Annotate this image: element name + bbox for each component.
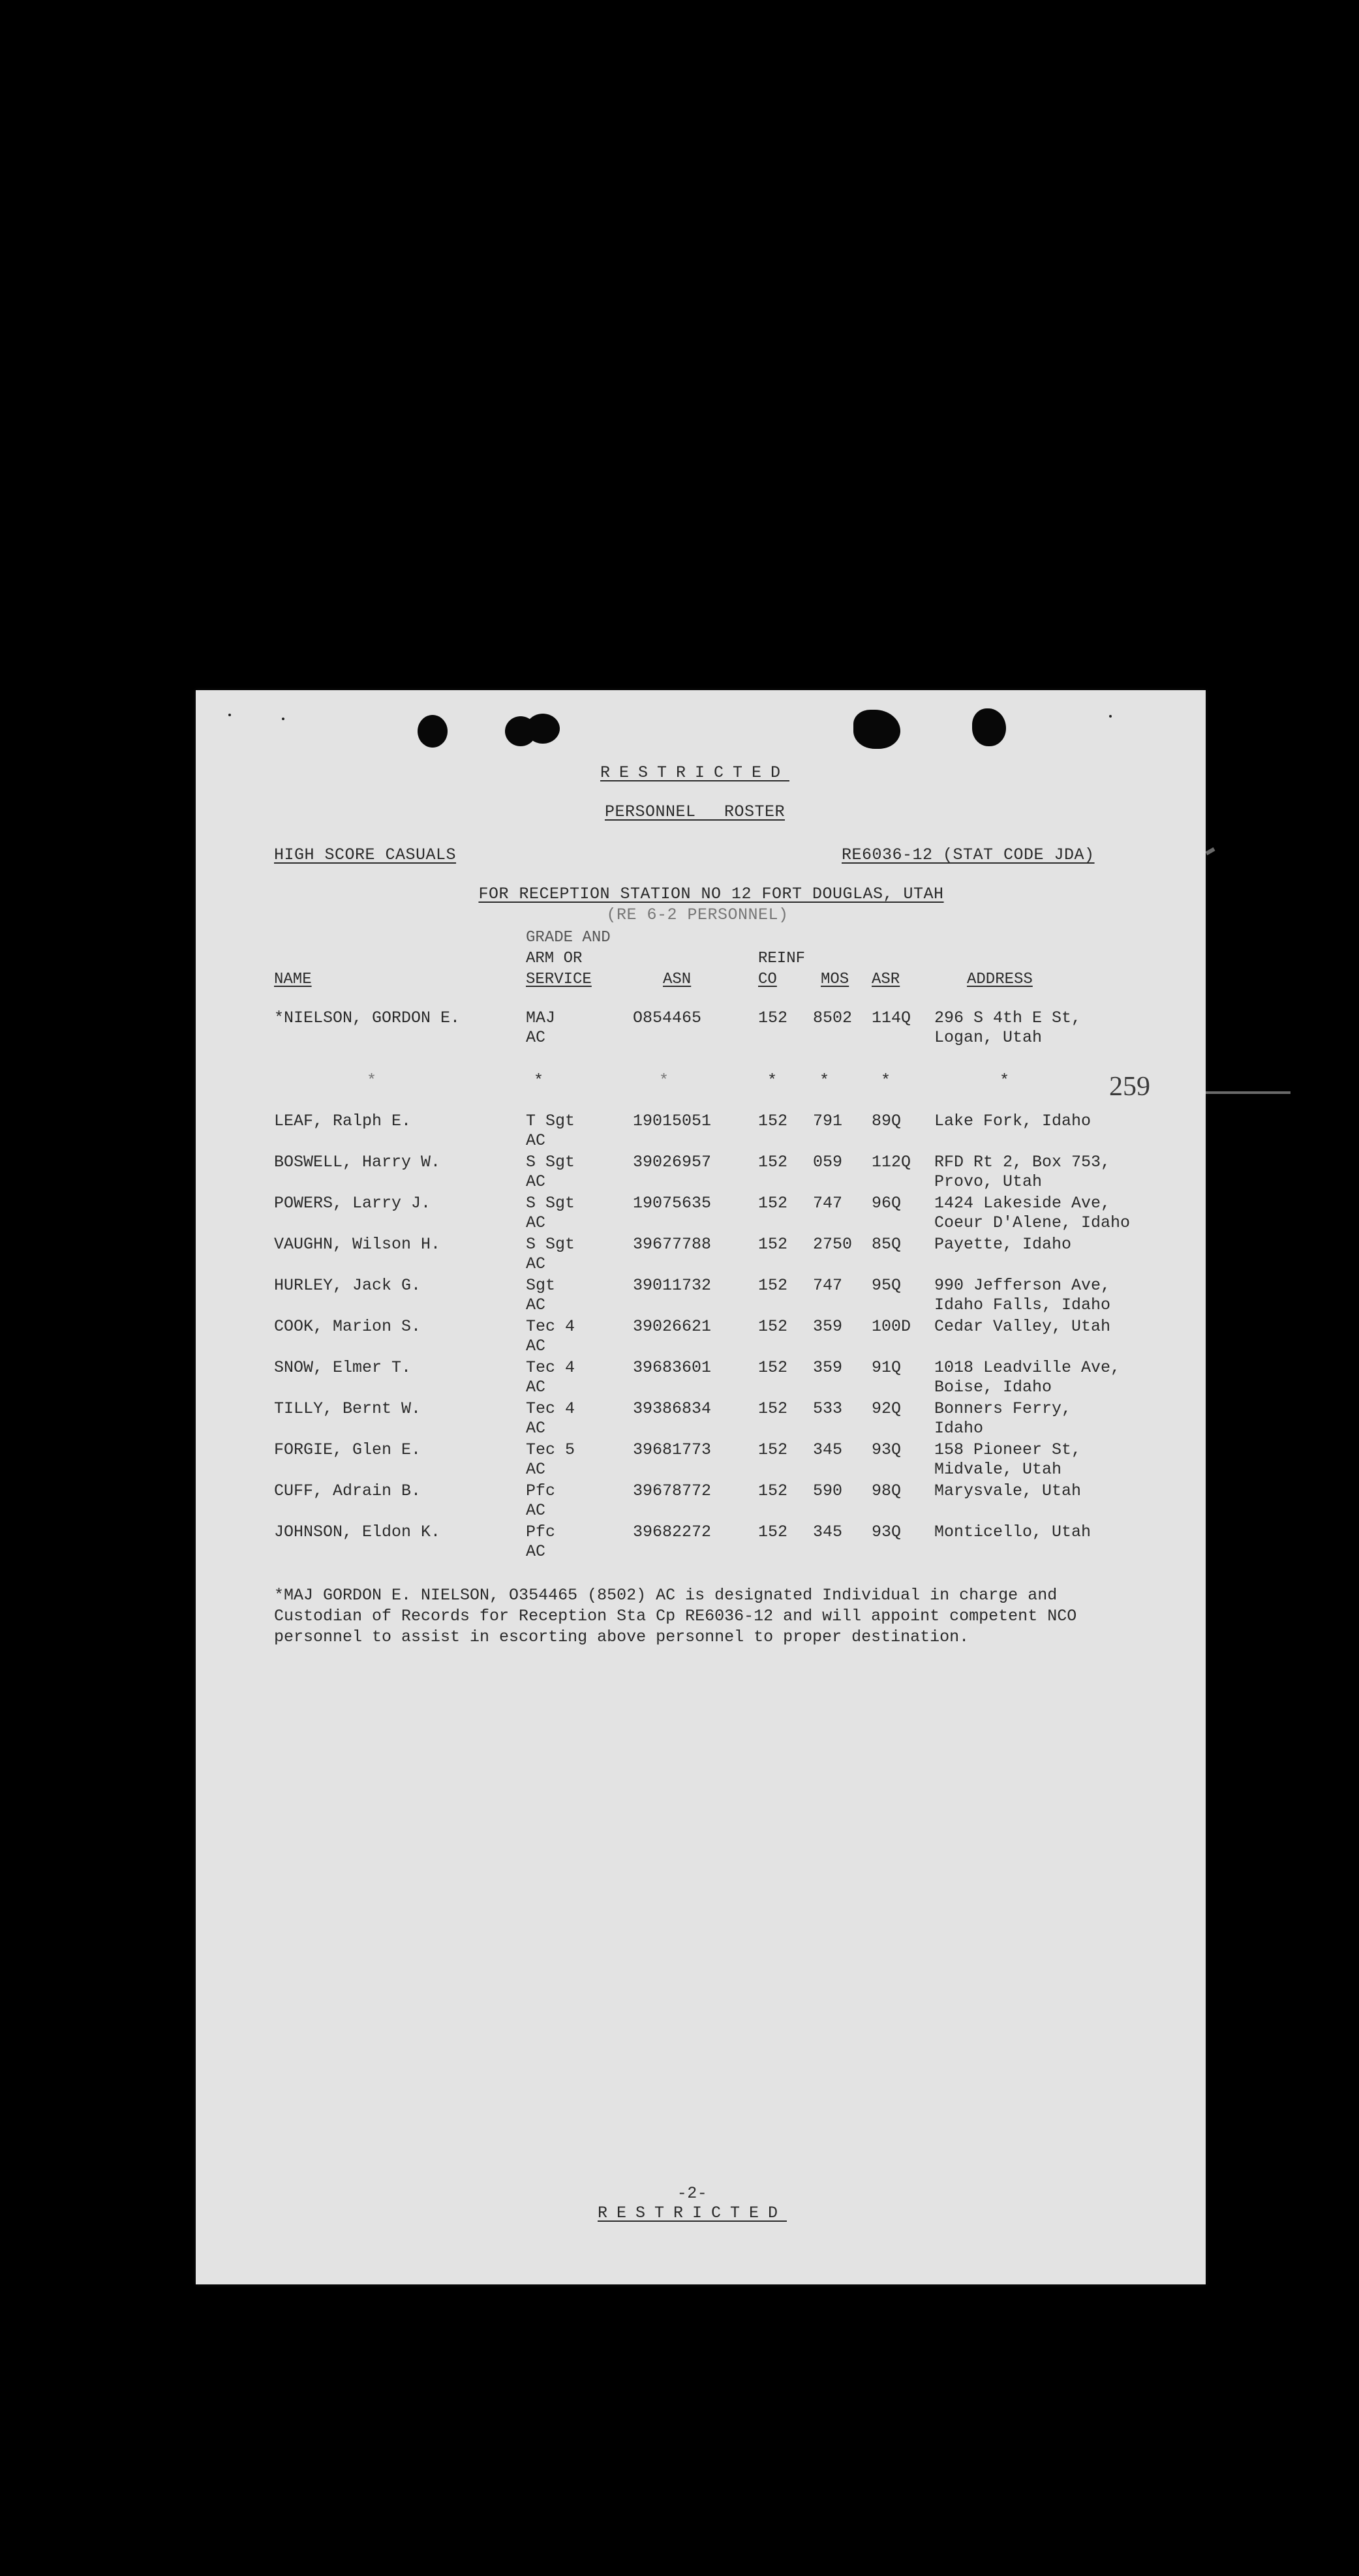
classification-footer: RESTRICTED <box>597 2204 787 2222</box>
cell-co: 152 <box>758 1523 788 1541</box>
table-row <box>196 1399 1206 1441</box>
cell-address-line2: Idaho <box>934 1419 984 1438</box>
cell-address <box>934 1358 1120 1397</box>
cell-asn: 19075635 <box>633 1194 712 1213</box>
asr-header: ASR <box>872 971 900 988</box>
cell-name: COOK, Marion S. <box>274 1317 421 1336</box>
grade-header-line2: ARM OR <box>526 950 583 967</box>
cell-mos: 359 <box>813 1317 843 1336</box>
cell-asr: 85Q <box>872 1235 902 1254</box>
asterisk: * <box>1000 1071 1010 1090</box>
cell-grade <box>526 1399 575 1438</box>
cell-grade-line2: AC <box>526 1501 546 1520</box>
cell-asr: 112Q <box>872 1153 911 1172</box>
travel-code: RE6036-12 (STAT CODE JDA) <box>842 845 1095 864</box>
cell-mos: 533 <box>813 1399 843 1418</box>
address-header: ADDRESS <box>967 971 1033 988</box>
reinf-header-line2: CO <box>758 971 777 988</box>
table-row <box>196 1523 1206 1564</box>
cell-grade <box>526 1523 555 1562</box>
asterisk: * <box>367 1071 377 1090</box>
cell-name: *NIELSON, GORDON E. <box>274 1008 461 1027</box>
table-row <box>196 1235 1206 1277</box>
cell-asn: 39026957 <box>633 1153 712 1172</box>
cell-co: 152 <box>758 1317 788 1336</box>
cell-name: JOHNSON, Eldon K. <box>274 1523 441 1541</box>
cell-grade-line1: S Sgt <box>526 1235 575 1254</box>
cell-asn: O854465 <box>633 1008 702 1027</box>
cell-grade-line2: AC <box>526 1460 546 1479</box>
cell-address-line2: Coeur D'Alene, Idaho <box>934 1213 1131 1232</box>
grade-header-line1: GRADE AND <box>526 929 611 947</box>
cell-asn: 39026621 <box>633 1317 712 1336</box>
punch-hole <box>418 715 448 748</box>
table-row <box>196 1317 1206 1359</box>
cell-address <box>934 1194 1130 1233</box>
page-number: -2- <box>677 2184 708 2203</box>
table-row <box>196 1194 1206 1235</box>
footnote: *MAJ GORDON E. NIELSON, O354465 (8502) AC is designated Individual in charge and Custodian of Records for Reception Sta Cp RE6036-12 and will appoint competent NCO personnel to assist in escorting above personnel to proper destination. <box>274 1586 1077 1646</box>
cell-grade-line2: AC <box>526 1028 546 1047</box>
cell-asr: 91Q <box>872 1358 902 1377</box>
cell-co: 152 <box>758 1440 788 1459</box>
cell-asn: 39683601 <box>633 1358 712 1377</box>
cell-grade-line1: S Sgt <box>526 1153 575 1172</box>
cell-name: VAUGHN, Wilson H. <box>274 1235 441 1254</box>
cell-address-line1: Lake Fork, Idaho <box>934 1112 1092 1130</box>
cell-address-line1: 1018 Leadville Ave, <box>934 1358 1121 1377</box>
cell-address-line1: 158 Pioneer St, <box>934 1440 1082 1459</box>
cell-grade <box>526 1008 555 1048</box>
speck <box>282 718 284 720</box>
punch-hole <box>972 708 1006 746</box>
station-subtitle: (RE 6-2 PERSONNEL) <box>606 905 789 924</box>
cell-address <box>934 1276 1110 1315</box>
scanner-mark <box>1206 1091 1290 1094</box>
asterisk: * <box>819 1071 830 1090</box>
cell-grade-line2: AC <box>526 1172 546 1191</box>
cell-mos: 2750 <box>813 1235 853 1254</box>
stamp-number: 259 <box>1109 1072 1150 1102</box>
cell-grade <box>526 1317 575 1356</box>
station-line: FOR RECEPTION STATION NO 12 FORT DOUGLAS, UTAH <box>478 885 944 903</box>
cell-grade <box>526 1153 575 1192</box>
cell-mos: 345 <box>813 1440 843 1459</box>
table-row <box>196 1276 1206 1318</box>
name-header: NAME <box>274 971 312 988</box>
cell-grade-line2: AC <box>526 1337 546 1356</box>
cell-grade-line2: AC <box>526 1213 546 1232</box>
table-row <box>196 1153 1206 1194</box>
cell-address-line1: 990 Jefferson Ave, <box>934 1276 1111 1295</box>
speck <box>1109 715 1112 718</box>
cell-mos: 747 <box>813 1276 843 1295</box>
cell-address <box>934 1523 1091 1542</box>
asterisk: * <box>534 1071 544 1090</box>
cell-asn: 39678772 <box>633 1481 712 1500</box>
cell-grade <box>526 1235 575 1274</box>
punch-hole <box>853 710 900 749</box>
asterisk: * <box>767 1071 778 1090</box>
cell-address <box>934 1399 1071 1438</box>
cell-asn: 19015051 <box>633 1112 712 1130</box>
cell-mos: 359 <box>813 1358 843 1377</box>
cell-address <box>934 1008 1081 1048</box>
cell-address-line1: Payette, Idaho <box>934 1235 1072 1254</box>
cell-address-line1: Cedar Valley, Utah <box>934 1317 1111 1336</box>
cell-grade-line1: Pfc <box>526 1523 556 1541</box>
cell-mos: 8502 <box>813 1008 853 1027</box>
document-title: PERSONNEL ROSTER <box>604 802 786 821</box>
cell-address-line1: Marysvale, Utah <box>934 1481 1082 1500</box>
cell-address <box>934 1440 1081 1479</box>
cell-asr: 92Q <box>872 1399 902 1418</box>
cell-address-line2: Boise, Idaho <box>934 1378 1052 1397</box>
cell-address-line1: 296 S 4th E St, <box>934 1008 1082 1027</box>
cell-grade <box>526 1481 555 1521</box>
cell-co: 152 <box>758 1399 788 1418</box>
asterisk-row <box>196 1071 1206 1091</box>
cell-grade-line2: AC <box>526 1254 546 1273</box>
cell-name: BOSWELL, Harry W. <box>274 1153 441 1172</box>
cell-co: 152 <box>758 1194 788 1213</box>
cell-mos: 059 <box>813 1153 843 1172</box>
cell-address-line1: Bonners Ferry, <box>934 1399 1072 1418</box>
cell-asr: 95Q <box>872 1276 902 1295</box>
cell-asn: 39681773 <box>633 1440 712 1459</box>
grade-header-line3: SERVICE <box>526 971 592 988</box>
cell-address-line1: RFD Rt 2, Box 753, <box>934 1153 1111 1172</box>
cell-address-line1: 1424 Lakeside Ave, <box>934 1194 1111 1213</box>
cell-name: TILLY, Bernt W. <box>274 1399 421 1418</box>
cell-address <box>934 1317 1110 1337</box>
cell-grade <box>526 1276 555 1315</box>
speck <box>228 714 231 716</box>
scanner-mark <box>1205 847 1215 855</box>
reinf-header-line1: REINF <box>758 950 806 967</box>
table-row <box>196 1481 1206 1523</box>
cell-grade-line2: AC <box>526 1419 546 1438</box>
cell-asr: 93Q <box>872 1523 902 1541</box>
cell-grade-line1: Tec 4 <box>526 1317 575 1336</box>
cell-grade-line2: AC <box>526 1296 546 1314</box>
cell-asr: 89Q <box>872 1112 902 1130</box>
cell-address-line1: Monticello, Utah <box>934 1523 1092 1541</box>
classification-header: RESTRICTED <box>600 763 790 782</box>
cell-asn: 39682272 <box>633 1523 712 1541</box>
cell-mos: 747 <box>813 1194 843 1213</box>
cell-grade-line1: Sgt <box>526 1276 556 1295</box>
cell-mos: 590 <box>813 1481 843 1500</box>
cell-asr: 98Q <box>872 1481 902 1500</box>
cell-mos: 791 <box>813 1112 843 1130</box>
cell-asr: 96Q <box>872 1194 902 1213</box>
cell-asn: 39386834 <box>633 1399 712 1418</box>
asn-header: ASN <box>663 971 692 988</box>
cell-name: FORGIE, Glen E. <box>274 1440 421 1459</box>
table-row <box>196 1358 1206 1400</box>
cell-asr: 93Q <box>872 1440 902 1459</box>
cell-grade-line1: T Sgt <box>526 1112 575 1130</box>
cell-address <box>934 1153 1110 1192</box>
cell-name: CUFF, Adrain B. <box>274 1481 421 1500</box>
cell-name: POWERS, Larry J. <box>274 1194 431 1213</box>
cell-asn: 39677788 <box>633 1235 712 1254</box>
cell-grade-line1: Tec 4 <box>526 1358 575 1377</box>
cell-grade-line1: MAJ <box>526 1008 556 1027</box>
cell-co: 152 <box>758 1235 788 1254</box>
cell-name: HURLEY, Jack G. <box>274 1276 421 1295</box>
cell-grade <box>526 1358 575 1397</box>
cell-grade-line1: Tec 4 <box>526 1399 575 1418</box>
cell-name: SNOW, Elmer T. <box>274 1358 412 1377</box>
cell-address <box>934 1481 1081 1501</box>
asterisk: * <box>659 1071 669 1090</box>
cell-co: 152 <box>758 1358 788 1377</box>
group-label: HIGH SCORE CASUALS <box>274 845 457 864</box>
cell-address-line2: Provo, Utah <box>934 1172 1043 1191</box>
table-row <box>196 1008 1206 1050</box>
mos-header: MOS <box>821 971 849 988</box>
cell-mos: 345 <box>813 1523 843 1541</box>
cell-co: 152 <box>758 1008 788 1027</box>
cell-grade-line1: Tec 5 <box>526 1440 575 1459</box>
cell-grade <box>526 1440 575 1479</box>
cell-co: 152 <box>758 1153 788 1172</box>
cell-address <box>934 1112 1091 1131</box>
cell-co: 152 <box>758 1481 788 1500</box>
cell-address-line2: Idaho Falls, Idaho <box>934 1296 1111 1314</box>
cell-grade <box>526 1112 575 1151</box>
cell-asn: 39011732 <box>633 1276 712 1295</box>
cell-grade-line2: AC <box>526 1378 546 1397</box>
table-row <box>196 1440 1206 1482</box>
document-page <box>196 690 1206 2284</box>
cell-grade-line2: AC <box>526 1131 546 1150</box>
cell-co: 152 <box>758 1276 788 1295</box>
cell-grade <box>526 1194 575 1233</box>
punch-hole <box>526 714 560 744</box>
cell-asr: 114Q <box>872 1008 911 1027</box>
cell-grade-line1: Pfc <box>526 1481 556 1500</box>
table-row <box>196 1112 1206 1153</box>
cell-address-line2: Logan, Utah <box>934 1028 1043 1047</box>
cell-grade-line2: AC <box>526 1542 546 1561</box>
cell-asr: 100D <box>872 1317 911 1336</box>
cell-address-line2: Midvale, Utah <box>934 1460 1062 1479</box>
cell-grade-line1: S Sgt <box>526 1194 575 1213</box>
cell-name: LEAF, Ralph E. <box>274 1112 412 1130</box>
cell-address <box>934 1235 1071 1254</box>
asterisk: * <box>881 1071 891 1090</box>
cell-co: 152 <box>758 1112 788 1130</box>
